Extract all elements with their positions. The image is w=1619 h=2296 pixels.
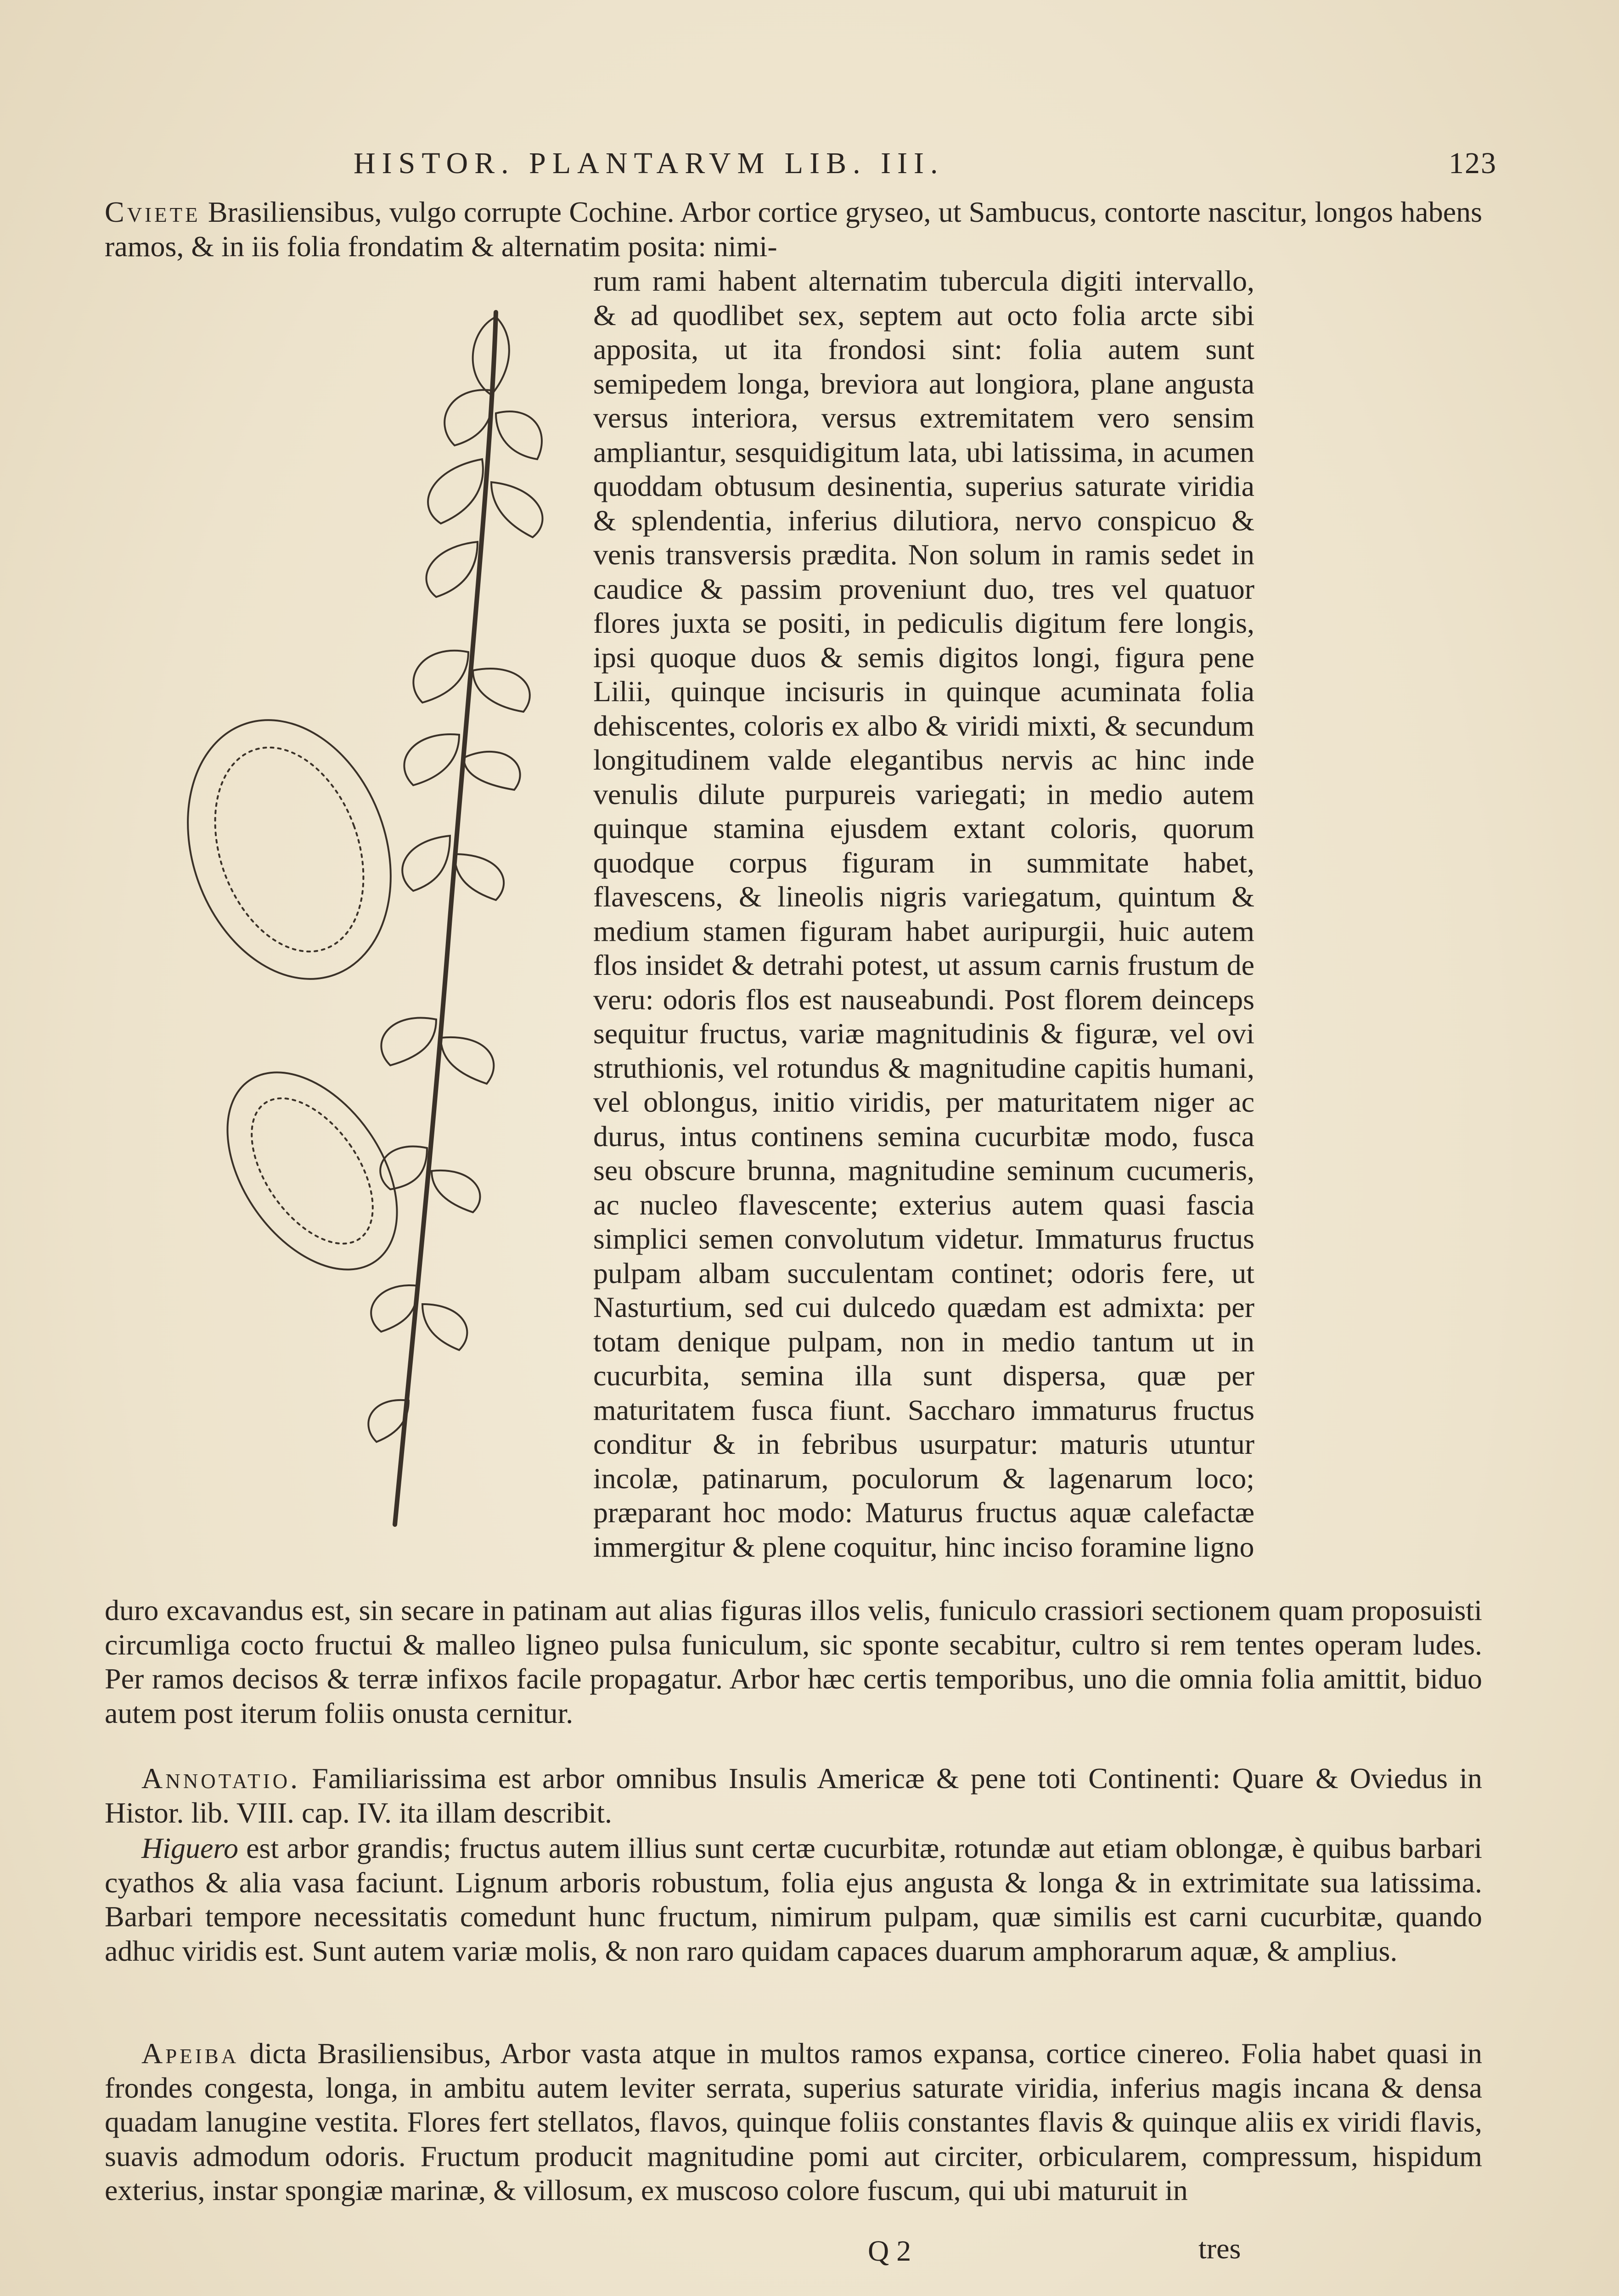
leaf-cluster-lower [368, 1018, 494, 1442]
running-header [354, 146, 1497, 192]
leaf-cluster-top [426, 317, 542, 597]
cuiete-plant-illustration [174, 276, 579, 1557]
higuero-lead: Higuero [141, 1832, 238, 1864]
entry-beside-plate [593, 264, 1254, 1564]
signature-mark: Q 2 [868, 2234, 911, 2267]
apeiba-text: dicta Brasiliensibus, Arbor vasta atque in multos ramos expansa, cortice cinereo. Folia habet quasi in frondes congesta, longa, in ambitu autem leviter serrata, superius saturate viridia, inferius magis incana & densa quadam lanugine vestita. Flores fert stellatos, flavos, quinque foliis constantes flavis & quinque aliis ex viridi flavis, suavis admodum odoris. Fructum producit magnitudine pomi aut circiter, orbicularem, compressum, hispidum exterius, instar spongiæ marinæ, & villosum, ex muscoso colore fuscum, qui ubi maturuit in [105, 2037, 1483, 2206]
catchword: tres [1198, 2232, 1241, 2265]
annotatio-text: Familiarissima est arbor omnibus Insulis Americæ & pene toti Continenti: Quare & Oviedus in Histor. lib. VIII. cap. IV. ita illam describit. [105, 1762, 1483, 1829]
running-title: HISTOR. PLANTARVM LIB. III. [354, 146, 944, 180]
entry-beside-plate-text: rum rami habent alternatim tubercula digiti intervallo, & ad quodlibet sex, septem aut octo folia arcte sibi apposita, ut ita frondosi sint: folia autem sunt semipedem longa, breviora aut longiora, plane angusta versus interiora, versus extremitatem vero sensim ampliantur, sesquidigitum lata, ubi latissima, in acumen quoddam obtusum desinentia, superius saturate viridia & splendentia, inferius dilutiora, nervo conspicuo & venis transversis prædita. Non solum in ramis sedet in caudice & passim proveniunt duo, tres vel quatuor flores juxta se positi, in pediculis digitum fere longis, ipsi quoque duos & semis digitos longi, figura pene Lilii, quinque incisuris in quinque acuminata folia dehiscentes, coloris ex albo & viridi mixti, & secundum longitudinem valde elegantibus nervis ac hinc inde venulis dilute purpureis variegati; in medio autem quinque stamina ejusdem extant coloris, quorum quodque corpus figuram in summitate habet, flavescens, & lineolis nigris variegatum, quintum & medium stamen figuram habet auripurgii, huic autem flos insidet & detrahi potest, ut assum carnis frustum de veru: odoris flos est nauseabundi. Post florem deinceps sequitur fructus, variæ magnitudinis & figuræ, vel ovi struthionis, vel rotundus & magnitudine capitis humani, vel oblongus, initio viridis, per maturitatem niger ac durus, intus continens semina cucurbitæ modo, fusca seu obscure brunna, magnitudine seminum cucumeris, ac nucleo flavescente; exterius autem quasi fascia simplici semen convolutum videtur. Immaturus fructus pulpam albam succulentam continet; odoris fere, ut Nasturtium, sed cui dulcedo quædam est admixta: per totam denique pulpam, non in medio tantum ut in cucurbita, semina illa sunt dispersa, quæ per maturitatem fusca fiunt. Saccharo immaturus fructus conditur & in febribus usurpatur: maturis utuntur incolæ, patinarum, poculorum & lagenarum loco; præparant hoc modo: Maturus fructus aquæ calefactæ immergitur & plene coquitur, hinc inciso foramine ligno [593, 264, 1254, 1563]
leaf-cluster-middle [402, 651, 530, 900]
higuero-text: est arbor grandis; fructus autem illius sunt certæ cucurbitæ, rotundæ aut etiam oblongæ, è quibus barbari cyathos & alia vasa faciunt. Lignum arboris robustum, folia ejus angusta & longa & in extrimitate sua latissima. Barbari tempore necessitatis comedunt hunc fructum, nimirum pulpam, quæ similis est carni cucurbitæ, quando adhuc viridis est. Sunt autem variæ molis, & non raro quidam capaces duarum amphorarum aquæ, & amplius. [105, 1832, 1483, 1967]
entry-opening-text: Brasiliensibus, vulgo corrupte Cochine. Arbor cortice gryseo, ut Sambucus, contorte nascitur, longos habens ramos, & in iis folia frondatim & alternatim posita: nimi- [105, 196, 1483, 263]
entry-lead-cuiete: Cviete [105, 196, 201, 228]
apeiba-lead: Apeiba [141, 2037, 239, 2070]
annotatio-paragraph [105, 1761, 1482, 1830]
entry-after-plate [105, 1593, 1482, 1730]
entry-after-plate-text: duro excavandus est, sin secare in patinam aut alias figuras illos velis, funiculo crassiori sectionem quam proposuisti circumliga cocto fructui & malleo ligneo pulsa funiculum, sic sponte secabitur, cultro si rem tentes operam ludes. Per ramos decisos & terræ infixos facile propagatur. Arbor hæc certis temporibus, uno die omnia folia amittit, biduo autem post iterum foliis onusta cernitur. [105, 1594, 1482, 1729]
apeiba-paragraph [105, 2037, 1482, 2208]
gourd-fruit-upper [174, 692, 426, 1008]
entry-opening [105, 195, 1482, 264]
higuero-paragraph [105, 1831, 1482, 1968]
page-number: 123 [1449, 146, 1497, 180]
gourd-fruit-lower [192, 1041, 432, 1300]
annotatio-lead: Annotatio. [141, 1762, 301, 1795]
